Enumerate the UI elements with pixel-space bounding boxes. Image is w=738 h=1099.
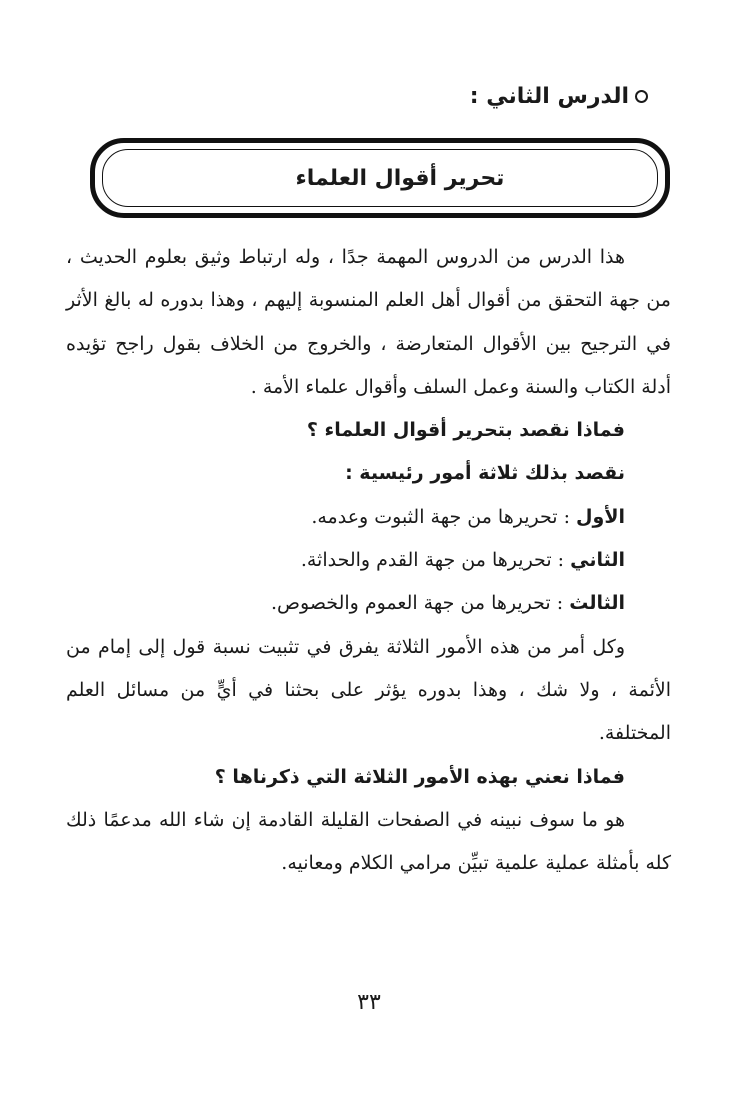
paragraph-2: وكل أمر من هذه الأمور الثلاثة يفرق في تثبيت نسبة قول إلى إمام من الأئمة ، ولا شك ، وهذا بدوره يؤثر على بحثنا في أيٍّ من مسائل العلم المختلفة. xyxy=(66,635,671,745)
circle-bullet-icon xyxy=(635,90,648,103)
item-key: الأول xyxy=(576,505,625,528)
list-item-first xyxy=(66,496,671,539)
lesson-heading xyxy=(470,84,648,109)
title-banner xyxy=(90,138,670,218)
item-sep: : xyxy=(550,592,570,615)
item-text: تحريرها من جهة العموم والخصوص. xyxy=(271,592,551,615)
item-sep: : xyxy=(557,505,577,528)
item-key: الثالث xyxy=(569,592,625,615)
item-sep: : xyxy=(551,549,571,572)
banner-title: تحرير أقوال العلماء xyxy=(295,165,505,191)
lesson-label: الدرس الثاني : xyxy=(469,84,629,109)
page-number: ٣٣ xyxy=(357,990,381,1015)
answer-1: نقصد بذلك ثلاثة أمور رئيسية : xyxy=(345,462,625,485)
title-banner-inner xyxy=(102,149,658,207)
question-1: فماذا نقصد بتحرير أقوال العلماء ؟ xyxy=(306,419,625,442)
question-2: فماذا نعني بهذه الأمور الثلاثة التي ذكرناها ؟ xyxy=(214,765,625,788)
list-item-third xyxy=(66,582,671,625)
intro-paragraph: هذا الدرس من الدروس المهمة جدًا ، وله ارتباط وثيق بعلوم الحديث ، من جهة التحقق من أقوال أهل العلم المنسوبة إليهم ، وهذا بدوره له بالغ الأثر في الترجيح بين الأقوال المتعارضة ، والخروج من الخلاف بقول راجح تؤيده أدلة الكتاب والسنة وعمل السلف وأقوال علماء الأمة . xyxy=(66,246,671,398)
item-text: تحريرها من جهة الثبوت وعدمه. xyxy=(311,505,558,528)
item-text: تحريرها من جهة القدم والحداثة. xyxy=(300,549,552,572)
list-item-second xyxy=(66,539,671,582)
body-text xyxy=(66,236,671,885)
item-key: الثاني xyxy=(570,549,625,572)
paragraph-3: هو ما سوف نبينه في الصفحات القليلة القادمة إن شاء الله مدعمًا ذلك كله بأمثلة عملية علمية تبيِّن مرامي الكلام ومعانيه. xyxy=(66,808,671,875)
